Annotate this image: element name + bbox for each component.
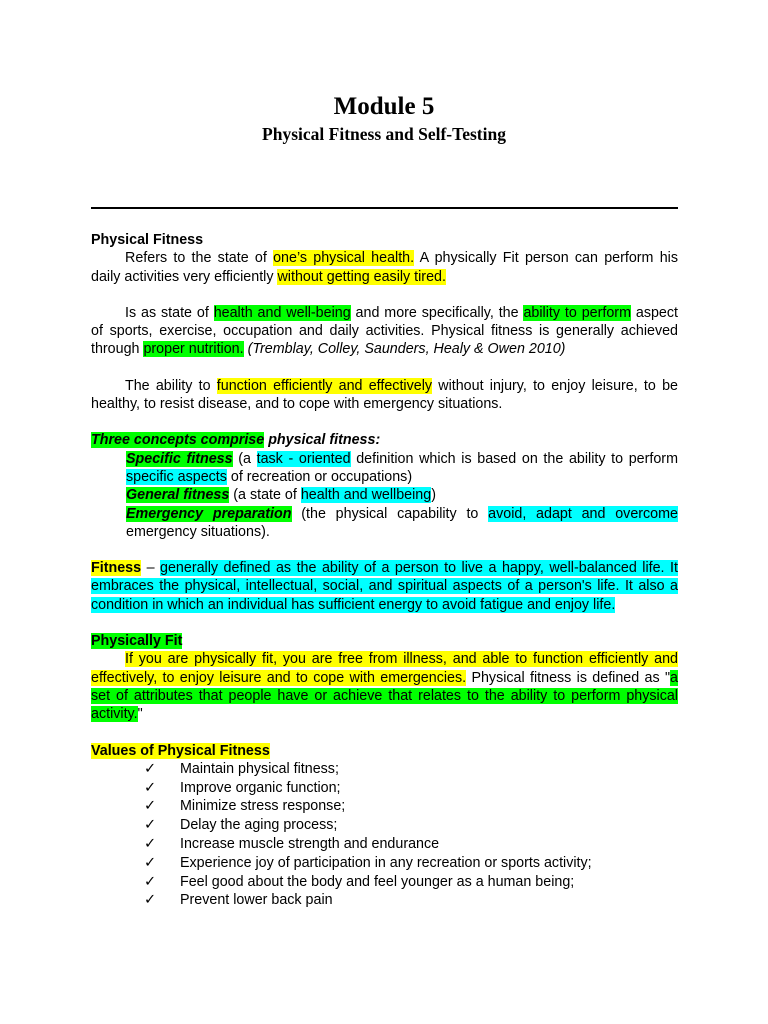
- checkmark-icon: ✓: [144, 760, 156, 777]
- concept-general-fitness: General fitness (a state of health and wellbeing): [126, 487, 436, 504]
- highlight: without getting easily tired.: [277, 268, 446, 285]
- highlight: health and well-being: [213, 304, 351, 321]
- module-subtitle: Physical Fitness and Self-Testing: [262, 124, 506, 144]
- highlight: function efficiently and effectively: [216, 377, 433, 394]
- horizontal-rule: [91, 207, 678, 209]
- list-item: ✓ Prevent lower back pain: [144, 892, 333, 909]
- concept-emergency-preparation: Emergency preparation (the physical capability to avoid, adapt and overcome emergency situations).: [126, 505, 678, 540]
- section-heading-physical-fitness: Physical Fitness: [91, 232, 204, 248]
- citation: (Tremblay, Colley, Saunders, Healy & Owen 2010): [247, 341, 566, 358]
- list-item: ✓ Increase muscle strength and endurance: [144, 836, 440, 853]
- paragraph-state-of-health: Is as state of health and well-being and more specifically, the ability to perform aspect of sports, exercise, occupation and daily activities. Physical fitness is generally achieved through proper nutrition. (Tremblay, Colley, Saunders, Healy & Owen 2010): [91, 304, 678, 358]
- list-item: ✓ Delay the aging process;: [144, 817, 338, 834]
- highlight: avoid, adapt and overcome: [488, 505, 678, 522]
- highlight: If you are physically fit, you are free from illness, and able to function efficiently and effectively, to enjoy leisure and to cope with emergencies.: [91, 651, 678, 686]
- checkmark-icon: ✓: [144, 779, 156, 796]
- concept-specific-fitness: Specific fitness (a task - oriented definition which is based on the ability to perform specific aspects of recreation or occupations): [126, 450, 678, 485]
- checkmark-icon: ✓: [144, 892, 156, 909]
- list-item: ✓ Improve organic function;: [144, 779, 341, 796]
- list-item: ✓ Experience joy of participation in any recreation or sports activity;: [144, 854, 592, 871]
- list-item: ✓ Maintain physical fitness;: [144, 760, 339, 777]
- list-item: ✓ Feel good about the body and feel younger as a human being;: [144, 873, 575, 890]
- checkmark-icon: ✓: [144, 854, 156, 871]
- highlight: one’s physical health.: [273, 250, 415, 267]
- highlight: proper nutrition.: [143, 341, 244, 358]
- checkmark-icon: ✓: [144, 873, 156, 890]
- highlight: task - oriented: [256, 450, 351, 467]
- highlight: health and wellbeing: [300, 487, 432, 504]
- paragraph-physically-fit: If you are physically fit, you are free from illness, and able to function efficiently and effectively, to enjoy leisure and to cope with emergencies. Physical fitness is defined as "a set of attributes that people have or achieve that relates to the ability to perform physical activity.": [91, 651, 678, 723]
- paragraph-refers-to: Refers to the state of one’s physical health. A physically Fit person can perform his daily activities very efficiently without getting easily tired.: [91, 250, 678, 285]
- list-item: ✓ Minimize stress response;: [144, 798, 346, 815]
- checkmark-icon: ✓: [144, 817, 156, 834]
- module-title: Module 5: [333, 93, 435, 120]
- highlight: specific aspects: [126, 468, 227, 485]
- three-concepts-heading: Three concepts comprise physical fitness:: [91, 432, 381, 449]
- highlight: generally defined as the ability of a person to live a happy, well-balanced life. It embraces the physical, intellectual, social, and spiritual aspects of a person's life. It also a condition in which an individual has sufficient energy to avoid fatigue and enjoy life.: [91, 560, 678, 613]
- section-heading-values: Values of Physical Fitness: [91, 742, 270, 759]
- fitness-definition: Fitness – generally defined as the ability of a person to live a happy, well-balanced life. It embraces the physical, intellectual, social, and spiritual aspects of a person's life. It also a condition in which an individual has sufficient energy to avoid fatigue and enjoy life.: [91, 560, 678, 613]
- checkmark-icon: ✓: [144, 836, 156, 853]
- highlight: a set of attributes that people have or achieve that relates to the ability to perform physical activity.: [91, 669, 678, 723]
- highlight: ability to perform: [523, 304, 631, 321]
- paragraph-ability-to-function: The ability to function efficiently and effectively without injury, to enjoy leisure, to be healthy, to resist disease, and to cope with emergency situations.: [91, 377, 678, 413]
- document-body: [91, 231, 678, 910]
- values-list: [91, 760, 678, 910]
- section-heading-physically-fit: Physically Fit: [91, 633, 183, 650]
- checkmark-icon: ✓: [144, 798, 156, 815]
